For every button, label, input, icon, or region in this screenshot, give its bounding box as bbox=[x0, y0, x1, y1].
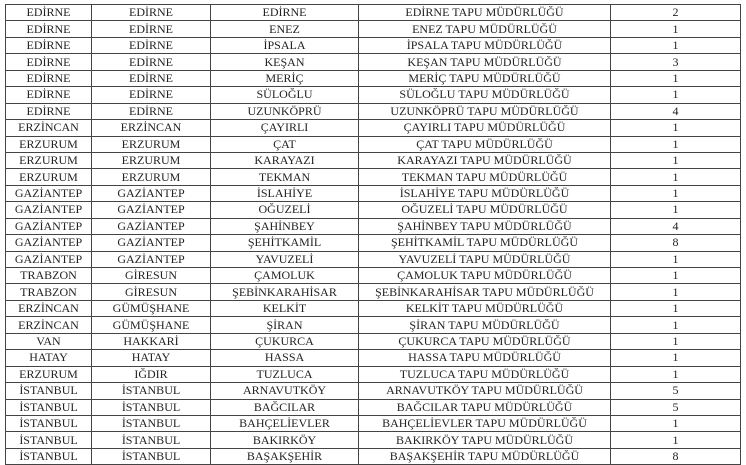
office-cell: HASSA TAPU MÜDÜRLÜĞÜ bbox=[359, 350, 611, 366]
province-cell: ERZURUM bbox=[92, 136, 211, 152]
district-cell: TUZLUCA bbox=[211, 366, 359, 382]
region-cell: İSTANBUL bbox=[6, 415, 92, 431]
province-cell: GÜMÜŞHANE bbox=[92, 300, 211, 316]
table-row bbox=[6, 268, 741, 284]
region-cell: GAZİANTEP bbox=[6, 235, 92, 251]
table-row bbox=[6, 169, 741, 185]
province-cell: GİRESUN bbox=[92, 268, 211, 284]
district-cell: BAŞAKŞEHİR bbox=[211, 448, 359, 464]
province-cell: IĞDIR bbox=[92, 366, 211, 382]
count-cell: 1 bbox=[611, 152, 741, 168]
count-cell: 1 bbox=[611, 136, 741, 152]
table-row bbox=[6, 366, 741, 382]
count-cell: 1 bbox=[611, 169, 741, 185]
office-cell: İPSALA TAPU MÜDÜRLÜĞÜ bbox=[359, 37, 611, 53]
region-cell: EDİRNE bbox=[6, 5, 92, 21]
province-cell: EDİRNE bbox=[92, 21, 211, 37]
table-row bbox=[6, 350, 741, 366]
province-cell: EDİRNE bbox=[92, 5, 211, 21]
district-cell: ENEZ bbox=[211, 21, 359, 37]
count-cell: 1 bbox=[611, 333, 741, 349]
office-cell: BAĞCILAR TAPU MÜDÜRLÜĞÜ bbox=[359, 399, 611, 415]
office-cell: SÜLOĞLU TAPU MÜDÜRLÜĞÜ bbox=[359, 87, 611, 103]
office-cell: KEŞAN TAPU MÜDÜRLÜĞÜ bbox=[359, 54, 611, 70]
district-cell: BAĞCILAR bbox=[211, 399, 359, 415]
office-cell: ÇUKURCA TAPU MÜDÜRLÜĞÜ bbox=[359, 333, 611, 349]
office-cell: OĞUZELİ TAPU MÜDÜRLÜĞÜ bbox=[359, 202, 611, 218]
table-row bbox=[6, 87, 741, 103]
region-cell: ERZURUM bbox=[6, 136, 92, 152]
table-body bbox=[6, 5, 741, 465]
office-cell: MERİÇ TAPU MÜDÜRLÜĞÜ bbox=[359, 70, 611, 86]
region-cell: EDİRNE bbox=[6, 70, 92, 86]
province-cell: HATAY bbox=[92, 350, 211, 366]
office-cell: ŞİRAN TAPU MÜDÜRLÜĞÜ bbox=[359, 317, 611, 333]
province-cell: GAZİANTEP bbox=[92, 218, 211, 234]
count-cell: 1 bbox=[611, 350, 741, 366]
table-row bbox=[6, 152, 741, 168]
region-cell: ERZİNCAN bbox=[6, 120, 92, 136]
count-cell: 2 bbox=[611, 5, 741, 21]
table-row bbox=[6, 70, 741, 86]
province-cell: GÜMÜŞHANE bbox=[92, 317, 211, 333]
count-cell: 1 bbox=[611, 87, 741, 103]
district-cell: UZUNKÖPRÜ bbox=[211, 103, 359, 119]
province-cell: ERZİNCAN bbox=[92, 120, 211, 136]
district-cell: ÇAT bbox=[211, 136, 359, 152]
region-cell: EDİRNE bbox=[6, 87, 92, 103]
region-cell: TRABZON bbox=[6, 284, 92, 300]
office-cell: ÇAT TAPU MÜDÜRLÜĞÜ bbox=[359, 136, 611, 152]
province-cell: EDİRNE bbox=[92, 103, 211, 119]
province-cell: İSTANBUL bbox=[92, 415, 211, 431]
province-cell: GAZİANTEP bbox=[92, 235, 211, 251]
office-cell: İSLAHİYE TAPU MÜDÜRLÜĞÜ bbox=[359, 185, 611, 201]
district-cell: İSLAHİYE bbox=[211, 185, 359, 201]
region-cell: ERZURUM bbox=[6, 169, 92, 185]
district-cell: ŞEHİTKAMİL bbox=[211, 235, 359, 251]
count-cell: 1 bbox=[611, 120, 741, 136]
district-cell: İPSALA bbox=[211, 37, 359, 53]
table-row bbox=[6, 21, 741, 37]
count-cell: 4 bbox=[611, 103, 741, 119]
province-cell: GAZİANTEP bbox=[92, 251, 211, 267]
office-cell: ENEZ TAPU MÜDÜRLÜĞÜ bbox=[359, 21, 611, 37]
district-cell: BAKIRKÖY bbox=[211, 432, 359, 448]
table-row bbox=[6, 251, 741, 267]
district-cell: EDİRNE bbox=[211, 5, 359, 21]
office-cell: BAKIRKÖY TAPU MÜDÜRLÜĞÜ bbox=[359, 432, 611, 448]
district-cell: HASSA bbox=[211, 350, 359, 366]
region-cell: GAZİANTEP bbox=[6, 185, 92, 201]
office-cell: BAHÇELİEVLER TAPU MÜDÜRLÜĞÜ bbox=[359, 415, 611, 431]
province-cell: GAZİANTEP bbox=[92, 202, 211, 218]
table-row bbox=[6, 120, 741, 136]
office-cell: TUZLUCA TAPU MÜDÜRLÜĞÜ bbox=[359, 366, 611, 382]
table-row bbox=[6, 284, 741, 300]
table-row bbox=[6, 300, 741, 316]
province-cell: İSTANBUL bbox=[92, 383, 211, 399]
count-cell: 3 bbox=[611, 54, 741, 70]
count-cell: 1 bbox=[611, 317, 741, 333]
table-row bbox=[6, 202, 741, 218]
count-cell: 4 bbox=[611, 218, 741, 234]
province-cell: EDİRNE bbox=[92, 87, 211, 103]
district-cell: SÜLOĞLU bbox=[211, 87, 359, 103]
office-cell: EDİRNE TAPU MÜDÜRLÜĞÜ bbox=[359, 5, 611, 21]
district-cell: ÇAMOLUK bbox=[211, 268, 359, 284]
district-cell: ÇUKURCA bbox=[211, 333, 359, 349]
table-row bbox=[6, 103, 741, 119]
province-cell: İSTANBUL bbox=[92, 448, 211, 464]
region-cell: İSTANBUL bbox=[6, 399, 92, 415]
count-cell: 1 bbox=[611, 251, 741, 267]
region-cell: EDİRNE bbox=[6, 37, 92, 53]
count-cell: 8 bbox=[611, 235, 741, 251]
office-cell: TEKMAN TAPU MÜDÜRLÜĞÜ bbox=[359, 169, 611, 185]
count-cell: 1 bbox=[611, 268, 741, 284]
table-row bbox=[6, 136, 741, 152]
region-cell: ERZURUM bbox=[6, 366, 92, 382]
district-cell: TEKMAN bbox=[211, 169, 359, 185]
region-cell: TRABZON bbox=[6, 268, 92, 284]
region-cell: GAZİANTEP bbox=[6, 218, 92, 234]
region-cell: GAZİANTEP bbox=[6, 202, 92, 218]
office-cell: ŞAHİNBEY TAPU MÜDÜRLÜĞÜ bbox=[359, 218, 611, 234]
district-cell: ARNAVUTKÖY bbox=[211, 383, 359, 399]
region-cell: EDİRNE bbox=[6, 103, 92, 119]
office-cell: ŞEHİTKAMİL TAPU MÜDÜRLÜĞÜ bbox=[359, 235, 611, 251]
table-row bbox=[6, 37, 741, 53]
table-row bbox=[6, 317, 741, 333]
district-cell: KELKİT bbox=[211, 300, 359, 316]
region-cell: İSTANBUL bbox=[6, 448, 92, 464]
district-cell: KARAYAZI bbox=[211, 152, 359, 168]
count-cell: 1 bbox=[611, 415, 741, 431]
district-cell: ŞAHİNBEY bbox=[211, 218, 359, 234]
region-cell: ERZURUM bbox=[6, 152, 92, 168]
office-cell: ÇAMOLUK TAPU MÜDÜRLÜĞÜ bbox=[359, 268, 611, 284]
office-cell: KARAYAZI TAPU MÜDÜRLÜĞÜ bbox=[359, 152, 611, 168]
table-row bbox=[6, 399, 741, 415]
count-cell: 1 bbox=[611, 185, 741, 201]
table-row bbox=[6, 448, 741, 464]
count-cell: 1 bbox=[611, 366, 741, 382]
office-cell: ŞEBİNKARAHİSAR TAPU MÜDÜRLÜĞÜ bbox=[359, 284, 611, 300]
district-cell: MERİÇ bbox=[211, 70, 359, 86]
office-cell: ÇAYIRLI TAPU MÜDÜRLÜĞÜ bbox=[359, 120, 611, 136]
region-cell: HATAY bbox=[6, 350, 92, 366]
table-row bbox=[6, 415, 741, 431]
count-cell: 1 bbox=[611, 202, 741, 218]
table-row bbox=[6, 54, 741, 70]
region-cell: GAZİANTEP bbox=[6, 251, 92, 267]
province-cell: ERZURUM bbox=[92, 152, 211, 168]
office-cell: UZUNKÖPRÜ TAPU MÜDÜRLÜĞÜ bbox=[359, 103, 611, 119]
count-cell: 1 bbox=[611, 300, 741, 316]
province-cell: ERZURUM bbox=[92, 169, 211, 185]
table-row bbox=[6, 383, 741, 399]
district-cell: ŞİRAN bbox=[211, 317, 359, 333]
province-cell: HAKKARİ bbox=[92, 333, 211, 349]
office-cell: YAVUZELİ TAPU MÜDÜRLÜĞÜ bbox=[359, 251, 611, 267]
district-cell: ÇAYIRLI bbox=[211, 120, 359, 136]
count-cell: 1 bbox=[611, 432, 741, 448]
province-cell: GAZİANTEP bbox=[92, 185, 211, 201]
province-cell: İSTANBUL bbox=[92, 399, 211, 415]
region-cell: ERZİNCAN bbox=[6, 317, 92, 333]
province-cell: EDİRNE bbox=[92, 70, 211, 86]
count-cell: 5 bbox=[611, 383, 741, 399]
count-cell: 1 bbox=[611, 21, 741, 37]
region-cell: EDİRNE bbox=[6, 21, 92, 37]
table-row bbox=[6, 5, 741, 21]
district-cell: KEŞAN bbox=[211, 54, 359, 70]
count-cell: 1 bbox=[611, 37, 741, 53]
count-cell: 8 bbox=[611, 448, 741, 464]
table-row bbox=[6, 218, 741, 234]
table-row bbox=[6, 432, 741, 448]
district-cell: ŞEBİNKARAHİSAR bbox=[211, 284, 359, 300]
table-row bbox=[6, 235, 741, 251]
table-row bbox=[6, 333, 741, 349]
region-cell: ERZİNCAN bbox=[6, 300, 92, 316]
province-cell: EDİRNE bbox=[92, 54, 211, 70]
province-cell: İSTANBUL bbox=[92, 432, 211, 448]
region-cell: VAN bbox=[6, 333, 92, 349]
table-row bbox=[6, 185, 741, 201]
province-cell: GİRESUN bbox=[92, 284, 211, 300]
district-cell: BAHÇELİEVLER bbox=[211, 415, 359, 431]
count-cell: 1 bbox=[611, 284, 741, 300]
region-cell: İSTANBUL bbox=[6, 432, 92, 448]
office-cell: ARNAVUTKÖY TAPU MÜDÜRLÜĞÜ bbox=[359, 383, 611, 399]
office-cell: BAŞAKŞEHİR TAPU MÜDÜRLÜĞÜ bbox=[359, 448, 611, 464]
province-cell: EDİRNE bbox=[92, 37, 211, 53]
district-cell: OĞUZELİ bbox=[211, 202, 359, 218]
count-cell: 5 bbox=[611, 399, 741, 415]
tapu-office-table bbox=[5, 4, 741, 465]
region-cell: İSTANBUL bbox=[6, 383, 92, 399]
region-cell: EDİRNE bbox=[6, 54, 92, 70]
count-cell: 1 bbox=[611, 70, 741, 86]
office-cell: KELKİT TAPU MÜDÜRLÜĞÜ bbox=[359, 300, 611, 316]
district-cell: YAVUZELİ bbox=[211, 251, 359, 267]
